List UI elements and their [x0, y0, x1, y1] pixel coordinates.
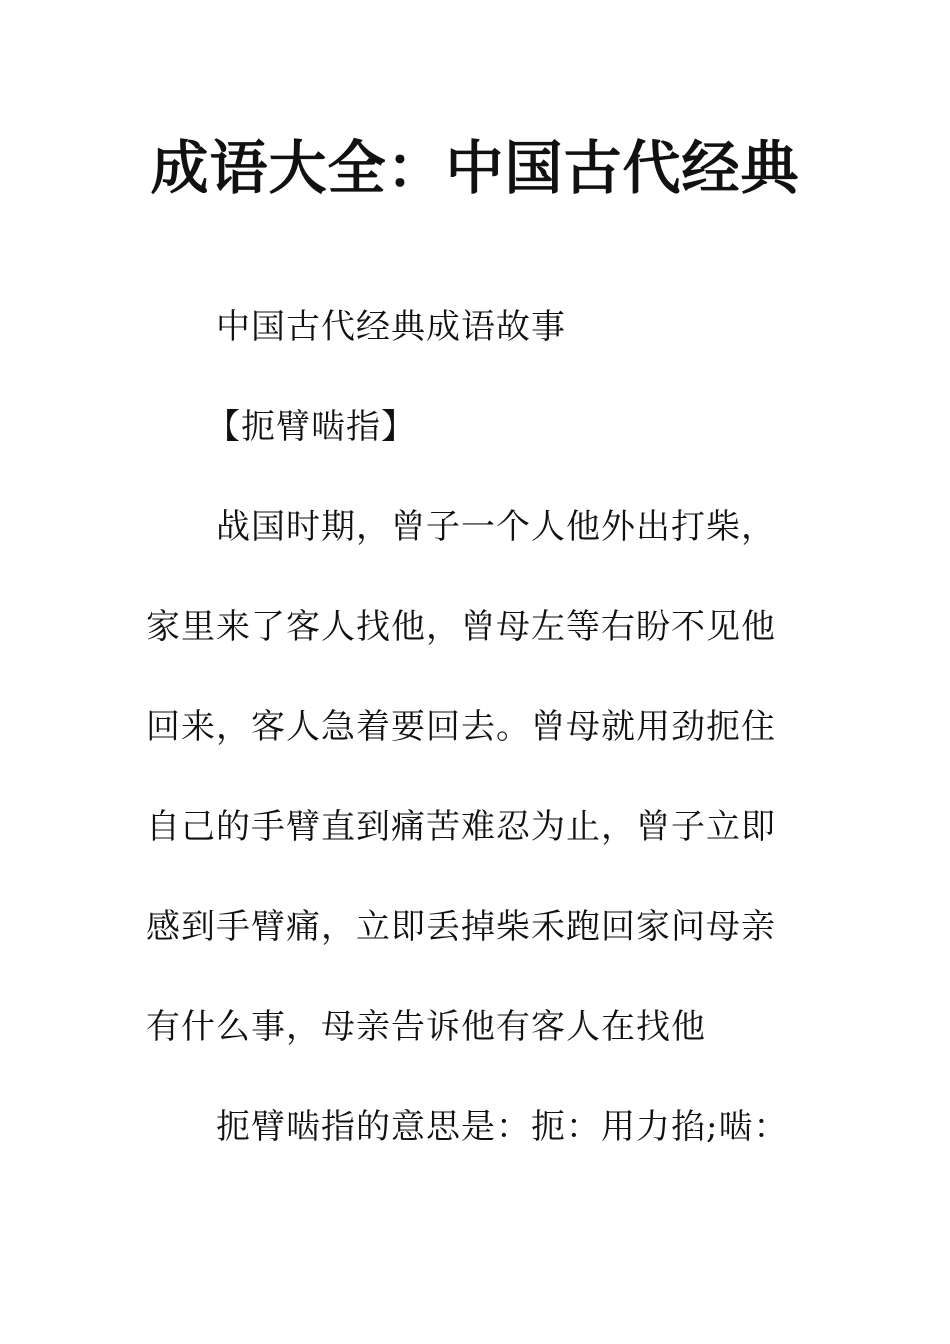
story-line-4: 自己的手臂直到痛苦难忍为止，曾子立即 [146, 807, 776, 847]
story-line-6: 有什么事，母亲告诉他有客人在找他 [146, 1007, 706, 1047]
story-line-5: 感到手臂痛，立即丢掉柴禾跑回家问母亲 [146, 907, 776, 947]
idiom-heading: 【扼臂啮指】 [206, 407, 416, 447]
story-line-3: 回来，客人急着要回去。曾母就用劲扼住 [146, 707, 776, 747]
story-line-2: 家里来了客人找他，曾母左等右盼不见他 [146, 607, 776, 647]
page-title: 成语大全：中国古代经典 [150, 134, 800, 202]
story-line-1: 战国时期，曾子一个人他外出打柴， [216, 507, 776, 547]
meaning-line: 扼臂啮指的意思是：扼：用力掐;啮： [216, 1107, 789, 1147]
subtitle: 中国古代经典成语故事 [216, 307, 566, 347]
